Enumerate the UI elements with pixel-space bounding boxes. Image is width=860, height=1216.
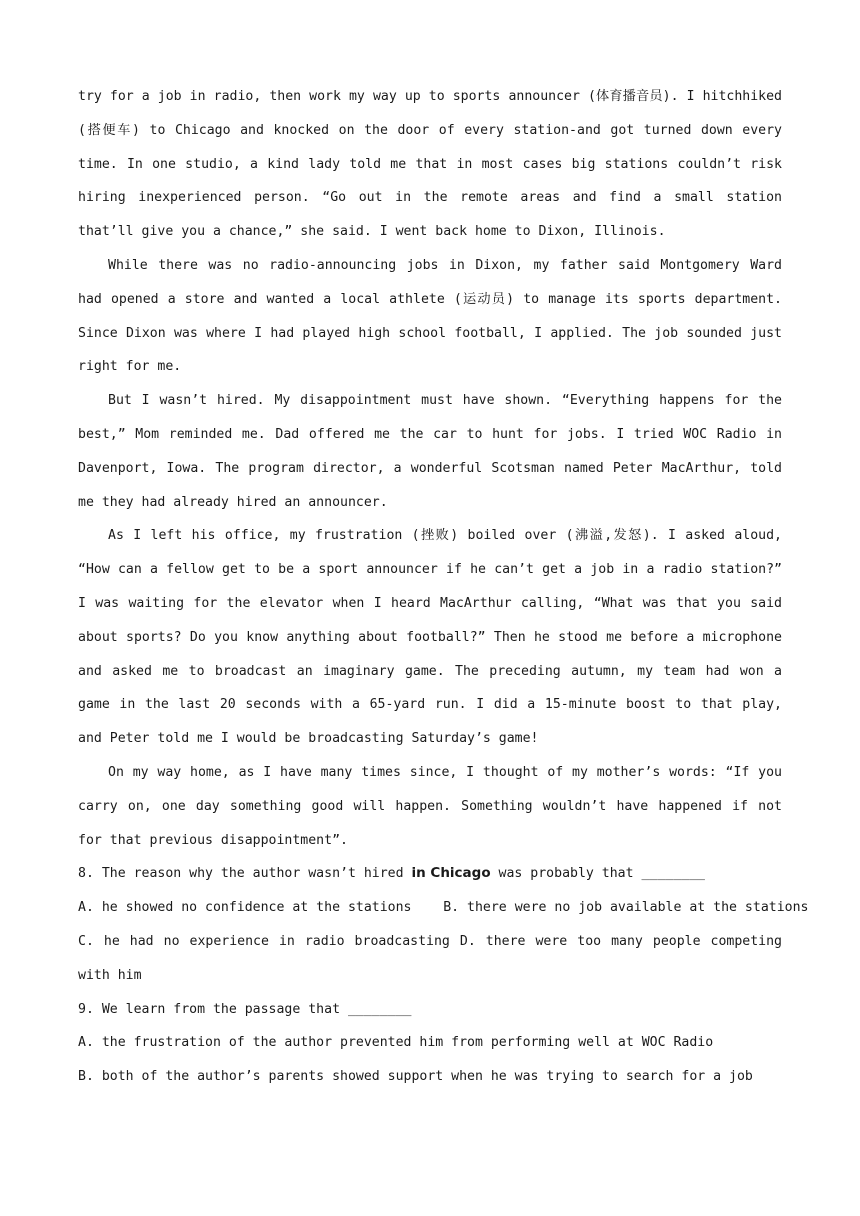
question-8-emphasis: in Chicago — [411, 865, 491, 882]
question-8-option-c: C. he had no experience in radio broadcasting — [78, 933, 450, 949]
question-9-stem: 9. We learn from the passage that ________ — [78, 1001, 412, 1017]
passage-paragraph-4: As I left his office, my frustration (挫败) boiled over (沸溢,发怒). I asked aloud, “How can a fellow get to be a sport announcer if he can’t get a job in a radio station?” I was waiting for the elevator when I heard MacArthur calling, “What was that you said about sports? Do you know anything about football?” Then he stood me before a microphone and asked me to broadcast an imaginary game. The preceding autumn, my team had won a game in the last 20 seconds with a 65-yard run. I did a 15-minute boost to that play, and Peter told me I would be broadcasting Saturday’s game! — [78, 528, 782, 747]
question-8-stem — [78, 857, 782, 891]
question-8-option-a: A. he showed no confidence at the stations — [78, 900, 412, 916]
question-9-option-b: B. both of the author’s parents showed support when he was trying to search for a job — [78, 1069, 753, 1085]
question-8-option-d: D. there were too many people competing with him — [78, 933, 782, 983]
question-9-option-a: A. the frustration of the author prevented him from performing well at WOC Radio — [78, 1035, 714, 1051]
passage-paragraph-2: While there was no radio-announcing jobs in Dixon, my father said Montgomery Ward had opened a store and wanted a local athlete (运动员) to manage its sports department. Since Dixon was where I had played high school football, I applied. The job sounded just right for me. — [78, 257, 782, 375]
question-8-options-ab — [78, 891, 809, 925]
passage-paragraph-1: try for a job in radio, then work my way up to sports announcer (体育播音员). I hitchhiked (搭便车) to Chicago and knocked on the door of every station-and got turned down every time. In one studio, a kind lady told me that in most cases big stations couldn’t risk hiring inexperienced person. “Go out in the remote areas and find a small station that’ll give you a chance,” she said. I went back home to Dixon, Illinois. — [78, 89, 782, 240]
document-page — [78, 80, 809, 1094]
question-8-stem-start: 8. The reason why the author wasn’t hired — [78, 866, 412, 882]
question-8-stem-end: was probably that ________ — [490, 866, 705, 882]
question-8-option-b: B. there were no job available at the stations — [443, 900, 809, 916]
passage-paragraph-3: But I wasn’t hired. My disappointment must have shown. “Everything happens for the best,” Mom reminded me. Dad offered me the car to hunt for jobs. I tried WOC Radio in Davenport, Iowa. The program director, a wonderful Scotsman named Peter MacArthur, told me they had already hired an announcer. — [78, 393, 782, 510]
passage-paragraph-5: On my way home, as I have many times since, I thought of my mother’s words: “If you carry on, one day something good will happen. Something wouldn’t have happened if not for that previous disappointment”. — [78, 764, 782, 848]
question-8-options-cd — [78, 925, 782, 993]
